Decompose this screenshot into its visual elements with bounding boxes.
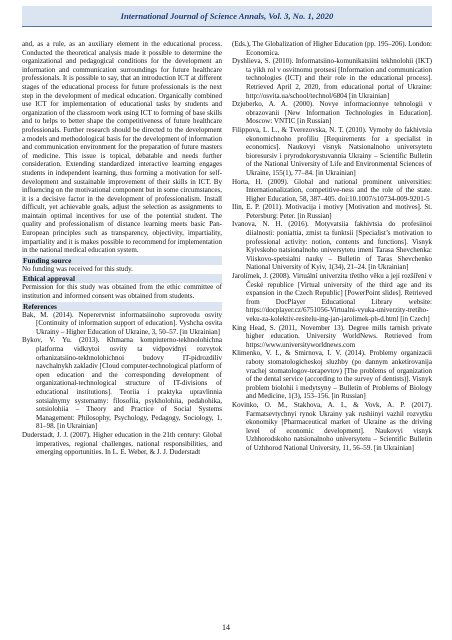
ethical-heading: Ethical approval [22, 274, 222, 283]
reference-item: (Eds.), The Globalization of Higher Education (pp. 195–206). London: Economica. [232, 40, 432, 57]
funding-heading: Funding source [22, 256, 222, 265]
journal-title: International Journal of Science Annals, Vol. 3, No. 1, 2020 [120, 11, 334, 21]
ethical-text: Permission for this study was obtained from the ethic committee of institution and informed consent was obtained from students. [22, 283, 222, 301]
reference-item: Ilin, E. P. (2011). Motivacija i motivy [Motivation and motives]. St. Petersburg: Peter. [in Russian] [232, 203, 432, 220]
page-number: 14 [222, 623, 230, 632]
left-column [22, 40, 222, 457]
reference-item: Bykov, V. Yu. (2013). Khmarna kompiuterno-tekhnolohichna platforma vidkrytoi osvity ta vidpovidnyi rozvytok orhanizatsiino-tekhnolohichnoi budovy IT-pidrozdiliv navchalnykh zakladiv [Cloud computer-technological platform of open education and the corresponding development of organizational-technological structure of IT-divisions of educational institutions]. Teoriia i praktyka upravlinnia sotsialnymy systemamy: filosofiia, psykholohiia, pedahohika, sotsiolohiia – Theory and Practice of Social Systems Management: Philosophy, Psychology, Pedagogy, Sociology, 1, 81–98. [in Ukrainian] [22, 336, 222, 431]
journal-header [22, 6, 432, 27]
reference-item: Dyshlieva, S. (2010). Informatsiino-komunikatsiini tekhnolohii (IKT) ta yikh rol v osvitnomu protsesi [Information and communication technologies (ICT) and their role in the educational process]. Retrieved April 2, 2020, from educational portal of Ukraine: http://osvita.ua/school/technol/6804 [in Ukrainian] [232, 57, 432, 100]
reference-item: Klimenko, V. I., & Smirnova, I. V. (2014). Problemy organizacii raboty stomatologicheskoj sluzhby (po dannym anketirovanija vrachej stomatologov-terapevtov) [The problems of organization of the dental service (according to the survey of dentists)]. Visnyk problem biolohii i medytsyny – Bulletin of Problems of Biology and Medicine, 1(3), 153–156. [in Russian] [232, 349, 432, 401]
reference-item: Dzjuberko, A. A. (2000). Novye informacionnye tehnologii v obrazovanii [New Information Technologies in Education]. Moscow: VNTIC [in Russian] [232, 100, 432, 126]
reference-item: Bak, M. (2014). Neperervnist informatsiinoho suprovodu osvity [Continuity of information support of education]. Vyshcha osvita Ukrainy – Higher Education of Ukraine, 3, 50–57. [in Ukrainian] [22, 310, 222, 336]
reference-item: Kovinko, O. M., Stakhova, A. I., & Vovk, A. P. (2017). Farmatsevtychnyi rynok Ukrainy yak rushiinyi vazhil rozvytku ekonomiky [Pharmaceutical market of Ukraine as the driving level of economic development]. Naukovyi visnyk Uzhhorodskoho natsionalnoho universytetu – Scientific Bulletin of Uzhhorod National University, 11, 56–59. [in Ukrainian] [232, 400, 432, 452]
reference-item: Jarolímek, J. (2008). Virtuální univerzita třetího věku a její rozšíření v České republice [Virtual university of the third age and its expansion in the Czech Republic] [PowerPoint slides]. Retrieved from DocPlayer Educational Library website: https://docplayer.cz/6751056-Virtualni-vyuka-univerzity-tretiho-veku-za-kolektiv-resitelu-ing-jan-jarolimek-ph-d.html [in Czech] [232, 272, 432, 323]
right-column [232, 40, 432, 453]
body-paragraph: and, as a rule, as an auxiliary element in the educational process. Conducted the theoretical analysis made it possible to determine the organizational and pedagogical conditions for the development an information and communication surroundings for future healthcare professionals. It is possible to say, that an introduction ICT at different stages of the educational process for future professionals is the next step in the development of medical education. Organically combined use ICT for implementation of educational tasks by students and organization of the classroom work using ICT to forming of base skills and to helps to better shape the competitiveness of future healthcare professionals. Further research should be directed to the development a models and methodological basis for the development of information and communication environment for the preparation of future masters of medicine. This issue is topical, debatable and needs further consideration. Extending standardized interactive learning engages students in independent learning, thus forming a motivation for self-development and sustainable improvement of their skills in ICT. By influencing on the motivational component but in some circumstances, it is a decisive factor in the development of professionalism. Install difficult, yet achievable goals, adjust the selection as assignments to maintain optimal incentives for use of the potential student. The quality and professionalism of distance learning meets basic Pan-European principles such as transparency, objectivity, impartiality, impartiality and it is makes possible to recommend for implementation in the national medical education system. [22, 40, 222, 255]
reference-item: Horta, H. (2009). Global and national prominent universities: Internationalization, competitive-ness and the role of the state. Higher Education, 58, 387–405. doi:10.1007/s10734-009-9201-5 [232, 177, 432, 203]
references-heading: References [22, 302, 222, 311]
reference-item: Filippova, L. L., & Tverezovska, N. T. (2010). Vymohy do fakhivtsia ekonomichnoho profiliu [Requirements for a specialist in economics]. Naukovyi visnyk Natsionalnoho universytetu bioresursiv i pryrodokorystuvannia Ukrainy – Scientific Bulletin of the National University of Life and Environmental Sciences of Ukraine, 155(1), 77–84. [in Ukrainian] [232, 125, 432, 177]
reference-item: Duderstadt, J. J. (2007). Higher education in the 21th century: Global imperatives, regional challenges, national responsibilities, and emerging opportunities. In L. E. Weber, & J. J. Duderstadt [22, 430, 222, 457]
reference-item: Ivanova, N. H. (2016). Motyvatsiia fakhivtsia do profesiinoi diialnosti: poniattia, zmist ta funktsii [Specialist’s motivation to professional activity: notion, contents and functions]. Visnyk Kyivskoho natsionalnoho universytetu imeni Tarasa Shevchenka: Viiskovo-spetsialni nauky – Bulletin of Taras Shevchenko National University of Kyiv, 1(34), 21–24. [in Ukrainian] [232, 220, 432, 272]
reference-item: King Head, S. (2011, November 13). Degree mills tarnish private higher education. University WorldNews. Retrieved from https://www.universityworldnews.com [232, 323, 432, 349]
funding-text: No funding was received for this study. [22, 264, 133, 273]
